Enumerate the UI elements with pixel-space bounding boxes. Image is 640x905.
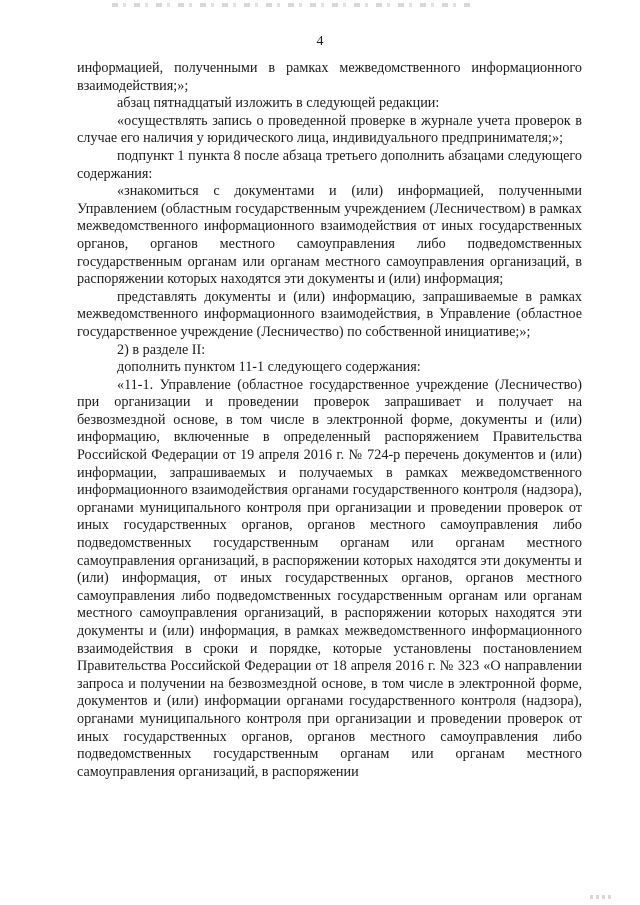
paragraph-2: «осуществлять запись о проведенной проверке в журнале учета проверок в случае его наличия у юридического лица, индивидуального предпринимателя;»; bbox=[77, 112, 582, 147]
scan-bottom-mark bbox=[590, 895, 612, 899]
paragraph-7: дополнить пунктом 11-1 следующего содержания: bbox=[117, 359, 421, 376]
paragraph-1: абзац пятнадцатый изложить в следующей редакции: bbox=[117, 95, 440, 112]
paragraph-4: «знакомиться с документами и (или) информацией, полученными Управлением (областным государственным учреждением (Лесничеством) в рамках межведомственного информационного взаимодействия от иных государственных органов, органов местного самоуправления либо подведомственных государственным органам или органам местного самоуправления организаций, в распоряжении которых находятся эти документы и (или) информация; bbox=[77, 183, 582, 288]
paragraph-8: «11-1. Управление (областное государственное учреждение (Лесничество) при организации и проведении проверок запрашивает и получает на безвозмездной основе, в том числе в электронной форме, документы и (или) информацию, включенные в определенный распоряжением Правительства Российской Федерации от 19 апреля 2016 г. № 724-р перечень документов и (или) информации, запрашиваемых и получаемых в рамках межведомственного информационного взаимодействия органами государственного контроля (надзора), органами муниципального контроля при организации и проведении проверок от иных государственных органов, органов местного самоуправления либо подведомственных государственным органам или органам местного самоуправления организаций, в распоряжении которых находятся эти документы и (или) информация, от иных государственных органов, органов местного самоуправления либо подведомственных государственным органам или органам местного самоуправления организаций, в распоряжении которых находятся эти документы и (или) информация, в рамках межведомственного информационного взаимодействия в сроки и порядке, которые установлены постановлением Правительства Российской Федерации от 18 апреля 2016 г. № 323 «О направлении запроса и получении на безвозмездной основе, в том числе в электронной форме, документов и (или) информации органами государственного контроля (надзора), органами муниципального контроля при организации и проведении проверок от иных государственных органов, органов местного самоуправления либо подведомственных государственным органам или органам местного самоуправления организаций, в распоряжении bbox=[77, 376, 582, 780]
paragraph-5: представлять документы и (или) информацию, запрашиваемые в рамках межведомственного информационного взаимодействия, в Управление (областное государственное учреждение (Лесничество) по собственной инициативе;»; bbox=[77, 288, 582, 340]
document-body bbox=[77, 60, 582, 781]
scan-header-noise bbox=[112, 3, 472, 7]
page-number: 4 bbox=[316, 34, 324, 49]
paragraph-6: 2) в разделе II: bbox=[117, 341, 206, 358]
paragraph-0: информацией, полученными в рамках межведомственного информационного взаимодействия;»; bbox=[77, 60, 582, 94]
paragraph-3: подпункт 1 пункта 8 после абзаца третьего дополнить абзацами следующего содержания: bbox=[77, 147, 582, 182]
